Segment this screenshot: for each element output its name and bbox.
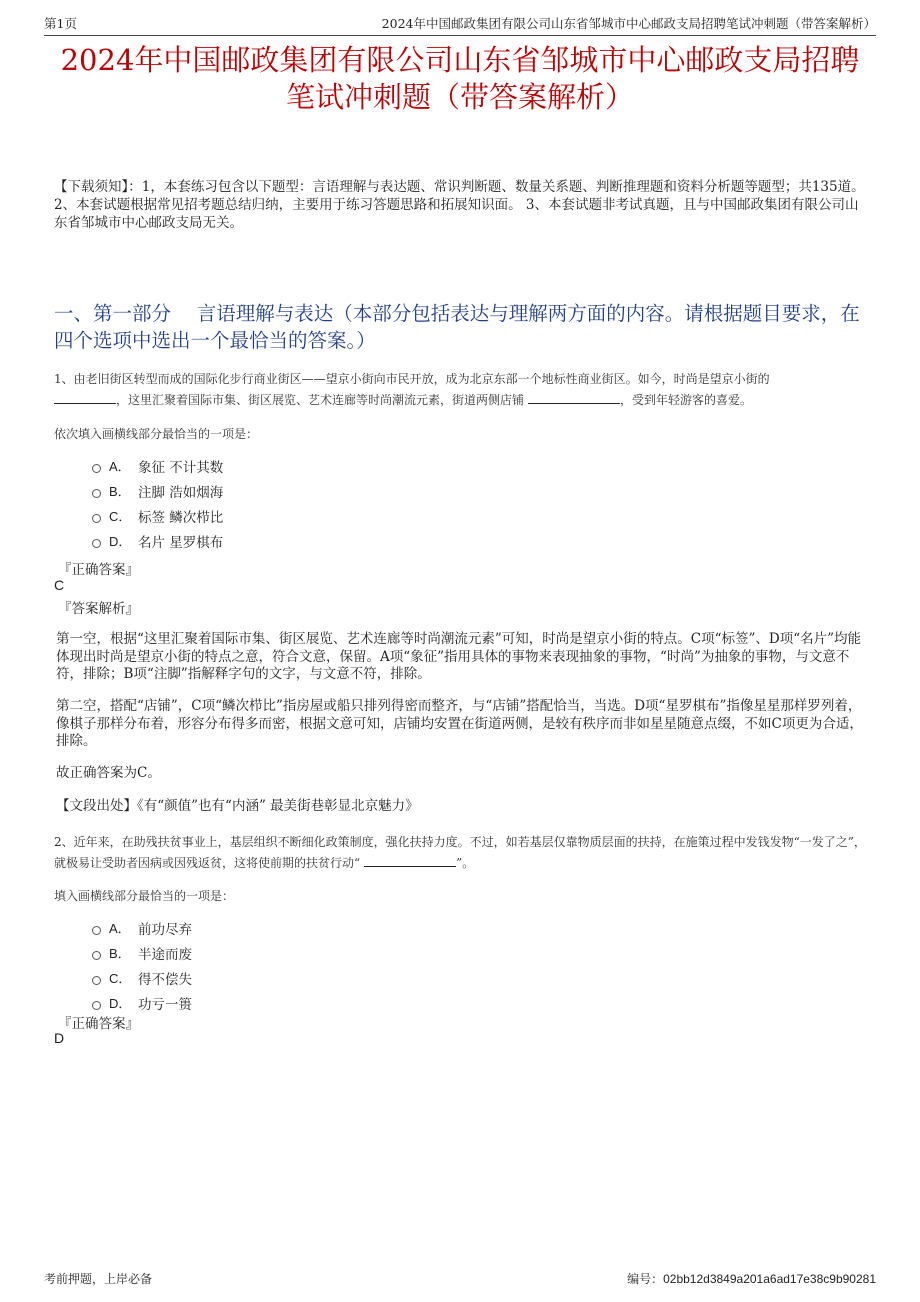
document-title	[50, 42, 870, 116]
correct-answer-label: 『正确答案』	[58, 1016, 139, 1032]
radio-icon[interactable]	[92, 1001, 101, 1010]
answer-blank	[364, 854, 456, 867]
question-2-prompt: 填入画横线部分最恰当的一项是：	[54, 889, 235, 903]
option-d[interactable]: D． 功亏一篑	[92, 990, 192, 1015]
question-2-text-a: 2、近年来，在助残扶贫事业上，基层组织不断细化政策制度，强化扶持力度。不过，如若基层仅靠物质层面的扶持，在施策过程中发钱发物“一发了之”，就极易让受助者因病或因残返贫，这将使前期的扶贫行动“	[54, 835, 866, 870]
analysis-paragraph-1: 第一空，根据“这里汇聚着国际市集、街区展览、艺术连廊等时尚潮流元素”可知，时尚是望京小街的特点。C项“标签”、D项“名片”均能体现出时尚是望京小街的特点之意，符合文意，保留。A项“象征”指用具体的事物来表现抽象的事物，“时尚”为抽象的事物，与文意不符，排除；B项“注脚”指解释字句的文字，与文意不符，排除。	[56, 631, 862, 682]
question-1-text-b: ，这里汇聚着国际市集、街区展览、艺术连廊等时尚潮流元素，街道两侧店铺	[116, 393, 525, 407]
question-1-text-c: ，受到年轻游客的喜爱。	[620, 393, 753, 407]
question-1-prompt: 依次填入画横线部分最恰当的一项是：	[54, 427, 259, 441]
correct-answer-label: 『正确答案』	[58, 562, 139, 578]
analysis-label: 『答案解析』	[58, 601, 139, 617]
correct-answer: D	[54, 1030, 65, 1046]
section-title: 一、第一部分 言语理解与表达（本部分包括表达与理解两方面的内容。请根据题目要求，在四个选项中选出一个最恰当的答案。）	[54, 302, 860, 352]
title-line-2: 笔试冲刺题（带答案解析）	[285, 80, 634, 114]
page-header	[44, 12, 876, 36]
radio-icon[interactable]	[92, 514, 101, 523]
correct-answer: C	[54, 577, 65, 593]
option-c[interactable]: C． 得不偿失	[92, 965, 192, 990]
radio-icon[interactable]	[92, 976, 101, 985]
answer-blank	[528, 391, 620, 404]
question-1-text-a: 1、由老旧街区转型而成的国际化步行商业街区——望京小街向市民开放，成为北京东部一个地标性商业街区。如今，时尚是望京小街的	[54, 372, 770, 386]
radio-icon[interactable]	[92, 464, 101, 473]
option-a[interactable]: A． 象征 不计其数	[92, 453, 223, 478]
question-1-options	[92, 453, 223, 553]
option-b[interactable]: B． 半途而废	[92, 940, 192, 965]
title-line-1: 2024年中国邮政集团有限公司山东省邹城市中心邮政支局招聘	[60, 43, 860, 77]
question-2-text	[54, 832, 866, 874]
option-b[interactable]: B． 注脚 浩如烟海	[92, 478, 223, 503]
page-number: 第1页	[44, 16, 77, 31]
source-citation: 【文段出处】《有“颜值”也有“内涵” 最美街巷彰显北京魅力》	[56, 798, 419, 814]
question-2-text-b: ”。	[456, 856, 475, 870]
option-c[interactable]: C． 标签 鳞次栉比	[92, 503, 223, 528]
radio-icon[interactable]	[92, 926, 101, 935]
question-2-options	[92, 915, 192, 1015]
radio-icon[interactable]	[92, 539, 101, 548]
analysis-conclusion: 故正确答案为C。	[56, 765, 161, 781]
answer-blank	[54, 391, 116, 404]
question-1-text	[54, 369, 866, 411]
footer-slogan: 考前押题，上岸必备	[44, 1272, 153, 1286]
option-d[interactable]: D． 名片 星罗棋布	[92, 528, 223, 553]
radio-icon[interactable]	[92, 951, 101, 960]
option-a[interactable]: A． 前功尽弃	[92, 915, 192, 940]
analysis-paragraph-2: 第二空，搭配“店铺”，C项“鳞次栉比”指房屋或船只排列得密而整齐，与“店铺”搭配恰当，当选。D项“星罗棋布”指像星星那样罗列着，像棋子那样分布着，形容分布得多而密，根据文意可知，店铺均安置在街道两侧，是较有秩序而非如星星随意点缀，不如C项更为合适，排除。	[56, 698, 863, 749]
download-notice: 【下载须知】：1，本套练习包含以下题型：言语理解与表达题、常识判断题、数量关系题、判断推理题和资料分析题等题型；共135道。 2、本套试题根据常见招考题总结归纳，主要用于练习答题思路和拓展知识面。 3、本套试题非考试真题，且与中国邮政集团有限公司山东省邹城市中心邮政支局无关。	[54, 179, 865, 231]
page-footer	[44, 1270, 876, 1287]
header-doc-title: 2024年中国邮政集团有限公司山东省邹城市中心邮政支局招聘笔试冲刺题（带答案解析）	[381, 16, 876, 31]
radio-icon[interactable]	[92, 489, 101, 498]
document-id: 编号：02bb12d3849a201a6ad17e38c9b90281	[627, 1272, 876, 1286]
